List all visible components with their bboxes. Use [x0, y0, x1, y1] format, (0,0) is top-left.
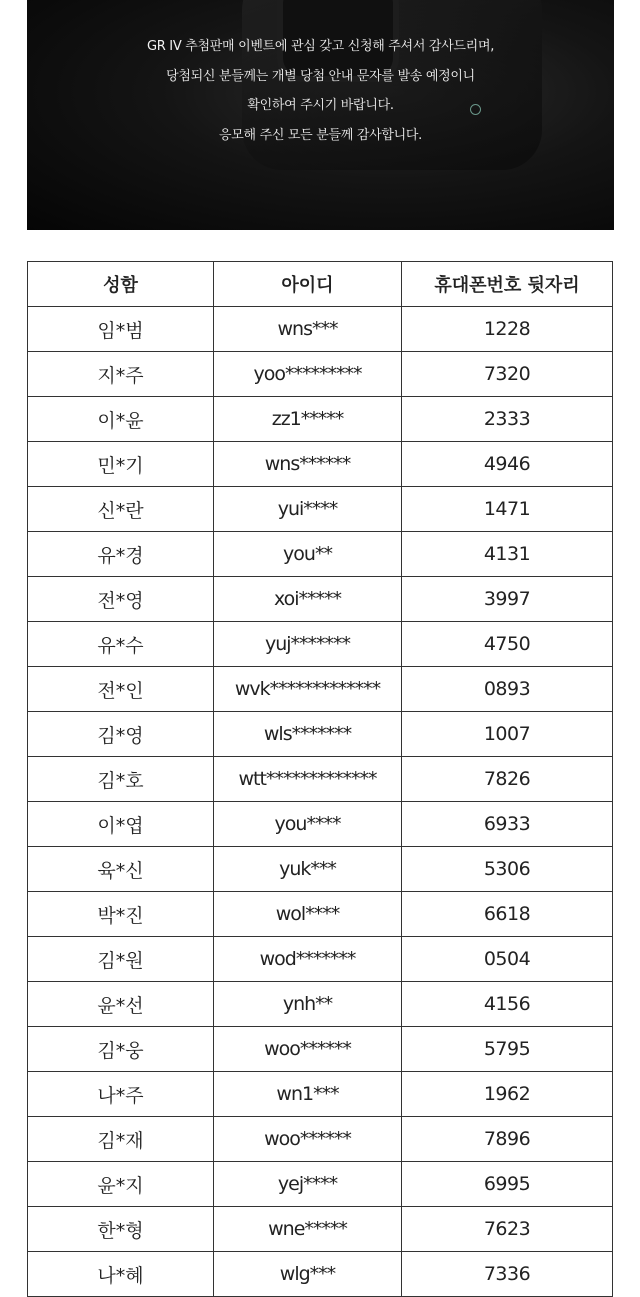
table-row: [28, 937, 613, 982]
cell-phone: 4750: [402, 622, 613, 667]
cell-phone: 1471: [402, 487, 613, 532]
table-row: [28, 487, 613, 532]
cell-id: wns******: [214, 442, 402, 487]
cell-name: 지*주: [28, 352, 214, 397]
table-row: [28, 307, 613, 352]
cell-id: zz1*****: [214, 397, 402, 442]
table-row: [28, 667, 613, 712]
cell-name: 이*윤: [28, 397, 214, 442]
table-row: [28, 1117, 613, 1162]
table-row: [28, 532, 613, 577]
cell-id: yuk***: [214, 847, 402, 892]
cell-phone: 7336: [402, 1252, 613, 1297]
cell-id: you**: [214, 532, 402, 577]
cell-name: 김*재: [28, 1117, 214, 1162]
cell-phone: 7896: [402, 1117, 613, 1162]
cell-name: 한*형: [28, 1207, 214, 1252]
cell-id: yuj*******: [214, 622, 402, 667]
notice-text: [27, 32, 614, 150]
cell-phone: 1228: [402, 307, 613, 352]
cell-name: 이*엽: [28, 802, 214, 847]
cell-phone: 0504: [402, 937, 613, 982]
cell-name: 김*웅: [28, 1027, 214, 1072]
cell-id: wls*******: [214, 712, 402, 757]
cell-phone: 4131: [402, 532, 613, 577]
table-row: [28, 1162, 613, 1207]
cell-id: yoo*********: [214, 352, 402, 397]
cell-name: 전*영: [28, 577, 214, 622]
notice-line: GR IV 추첨판매 이벤트에 관심 갖고 신청해 주셔서 감사드리며,: [146, 39, 495, 54]
cell-id: wol****: [214, 892, 402, 937]
cell-name: 전*인: [28, 667, 214, 712]
cell-id: wod*******: [214, 937, 402, 982]
cell-id: yej****: [214, 1162, 402, 1207]
table-row: [28, 1027, 613, 1072]
cell-name: 신*란: [28, 487, 214, 532]
cell-name: 나*주: [28, 1072, 214, 1117]
cell-name: 유*수: [28, 622, 214, 667]
cell-id: wtt*************: [214, 757, 402, 802]
table-row: [28, 847, 613, 892]
table-row: [28, 442, 613, 487]
table-row: [28, 1072, 613, 1117]
notice-line: 응모해 주신 모든 분들께 감사합니다.: [218, 127, 423, 143]
table-row: [28, 757, 613, 802]
cell-name: 나*혜: [28, 1252, 214, 1297]
cell-phone: 6618: [402, 892, 613, 937]
cell-phone: 1962: [402, 1072, 613, 1117]
cell-phone: 6995: [402, 1162, 613, 1207]
cell-phone: 4946: [402, 442, 613, 487]
table-row: [28, 1207, 613, 1252]
cell-name: 임*범: [28, 307, 214, 352]
cell-name: 김*호: [28, 757, 214, 802]
cell-phone: 0893: [402, 667, 613, 712]
table-row: [28, 802, 613, 847]
cell-name: 김*영: [28, 712, 214, 757]
table-header-row: [28, 262, 613, 307]
cell-phone: 7320: [402, 352, 613, 397]
cell-phone: 3997: [402, 577, 613, 622]
cell-id: you****: [214, 802, 402, 847]
cell-id: wlg***: [214, 1252, 402, 1297]
table-row: [28, 622, 613, 667]
cell-id: wne*****: [214, 1207, 402, 1252]
column-header-name: 성함: [28, 262, 214, 307]
cell-id: wvk*************: [214, 667, 402, 712]
cell-phone: 7826: [402, 757, 613, 802]
table-row: [28, 397, 613, 442]
cell-phone: 6933: [402, 802, 613, 847]
table-row: [28, 1252, 613, 1297]
cell-phone: 7623: [402, 1207, 613, 1252]
cell-name: 윤*선: [28, 982, 214, 1027]
cell-id: woo******: [214, 1117, 402, 1162]
column-header-phone: 휴대폰번호 뒷자리: [402, 262, 613, 307]
notice-banner: [27, 0, 614, 230]
table-row: [28, 892, 613, 937]
cell-phone: 5795: [402, 1027, 613, 1072]
cell-id: ynh**: [214, 982, 402, 1027]
cell-id: xoi*****: [214, 577, 402, 622]
cell-id: woo******: [214, 1027, 402, 1072]
cell-name: 민*기: [28, 442, 214, 487]
table-row: [28, 577, 613, 622]
cell-phone: 4156: [402, 982, 613, 1027]
cell-name: 육*신: [28, 847, 214, 892]
table-row: [28, 352, 613, 397]
cell-phone: 5306: [402, 847, 613, 892]
cell-name: 박*진: [28, 892, 214, 937]
cell-id: wn1***: [214, 1072, 402, 1117]
notice-line: 당첨되신 분들께는 개별 당첨 안내 문자를 발송 예정이니: [166, 68, 475, 84]
table-row: [28, 982, 613, 1027]
cell-id: yui****: [214, 487, 402, 532]
table-row: [28, 712, 613, 757]
cell-name: 김*원: [28, 937, 214, 982]
notice-line: 확인하여 주시기 바랍니다.: [247, 98, 394, 113]
cell-phone: 2333: [402, 397, 613, 442]
cell-name: 윤*지: [28, 1162, 214, 1207]
cell-id: wns***: [214, 307, 402, 352]
column-header-id: 아이디: [214, 262, 402, 307]
cell-phone: 1007: [402, 712, 613, 757]
winners-table: [27, 261, 613, 1297]
cell-name: 유*경: [28, 532, 214, 577]
